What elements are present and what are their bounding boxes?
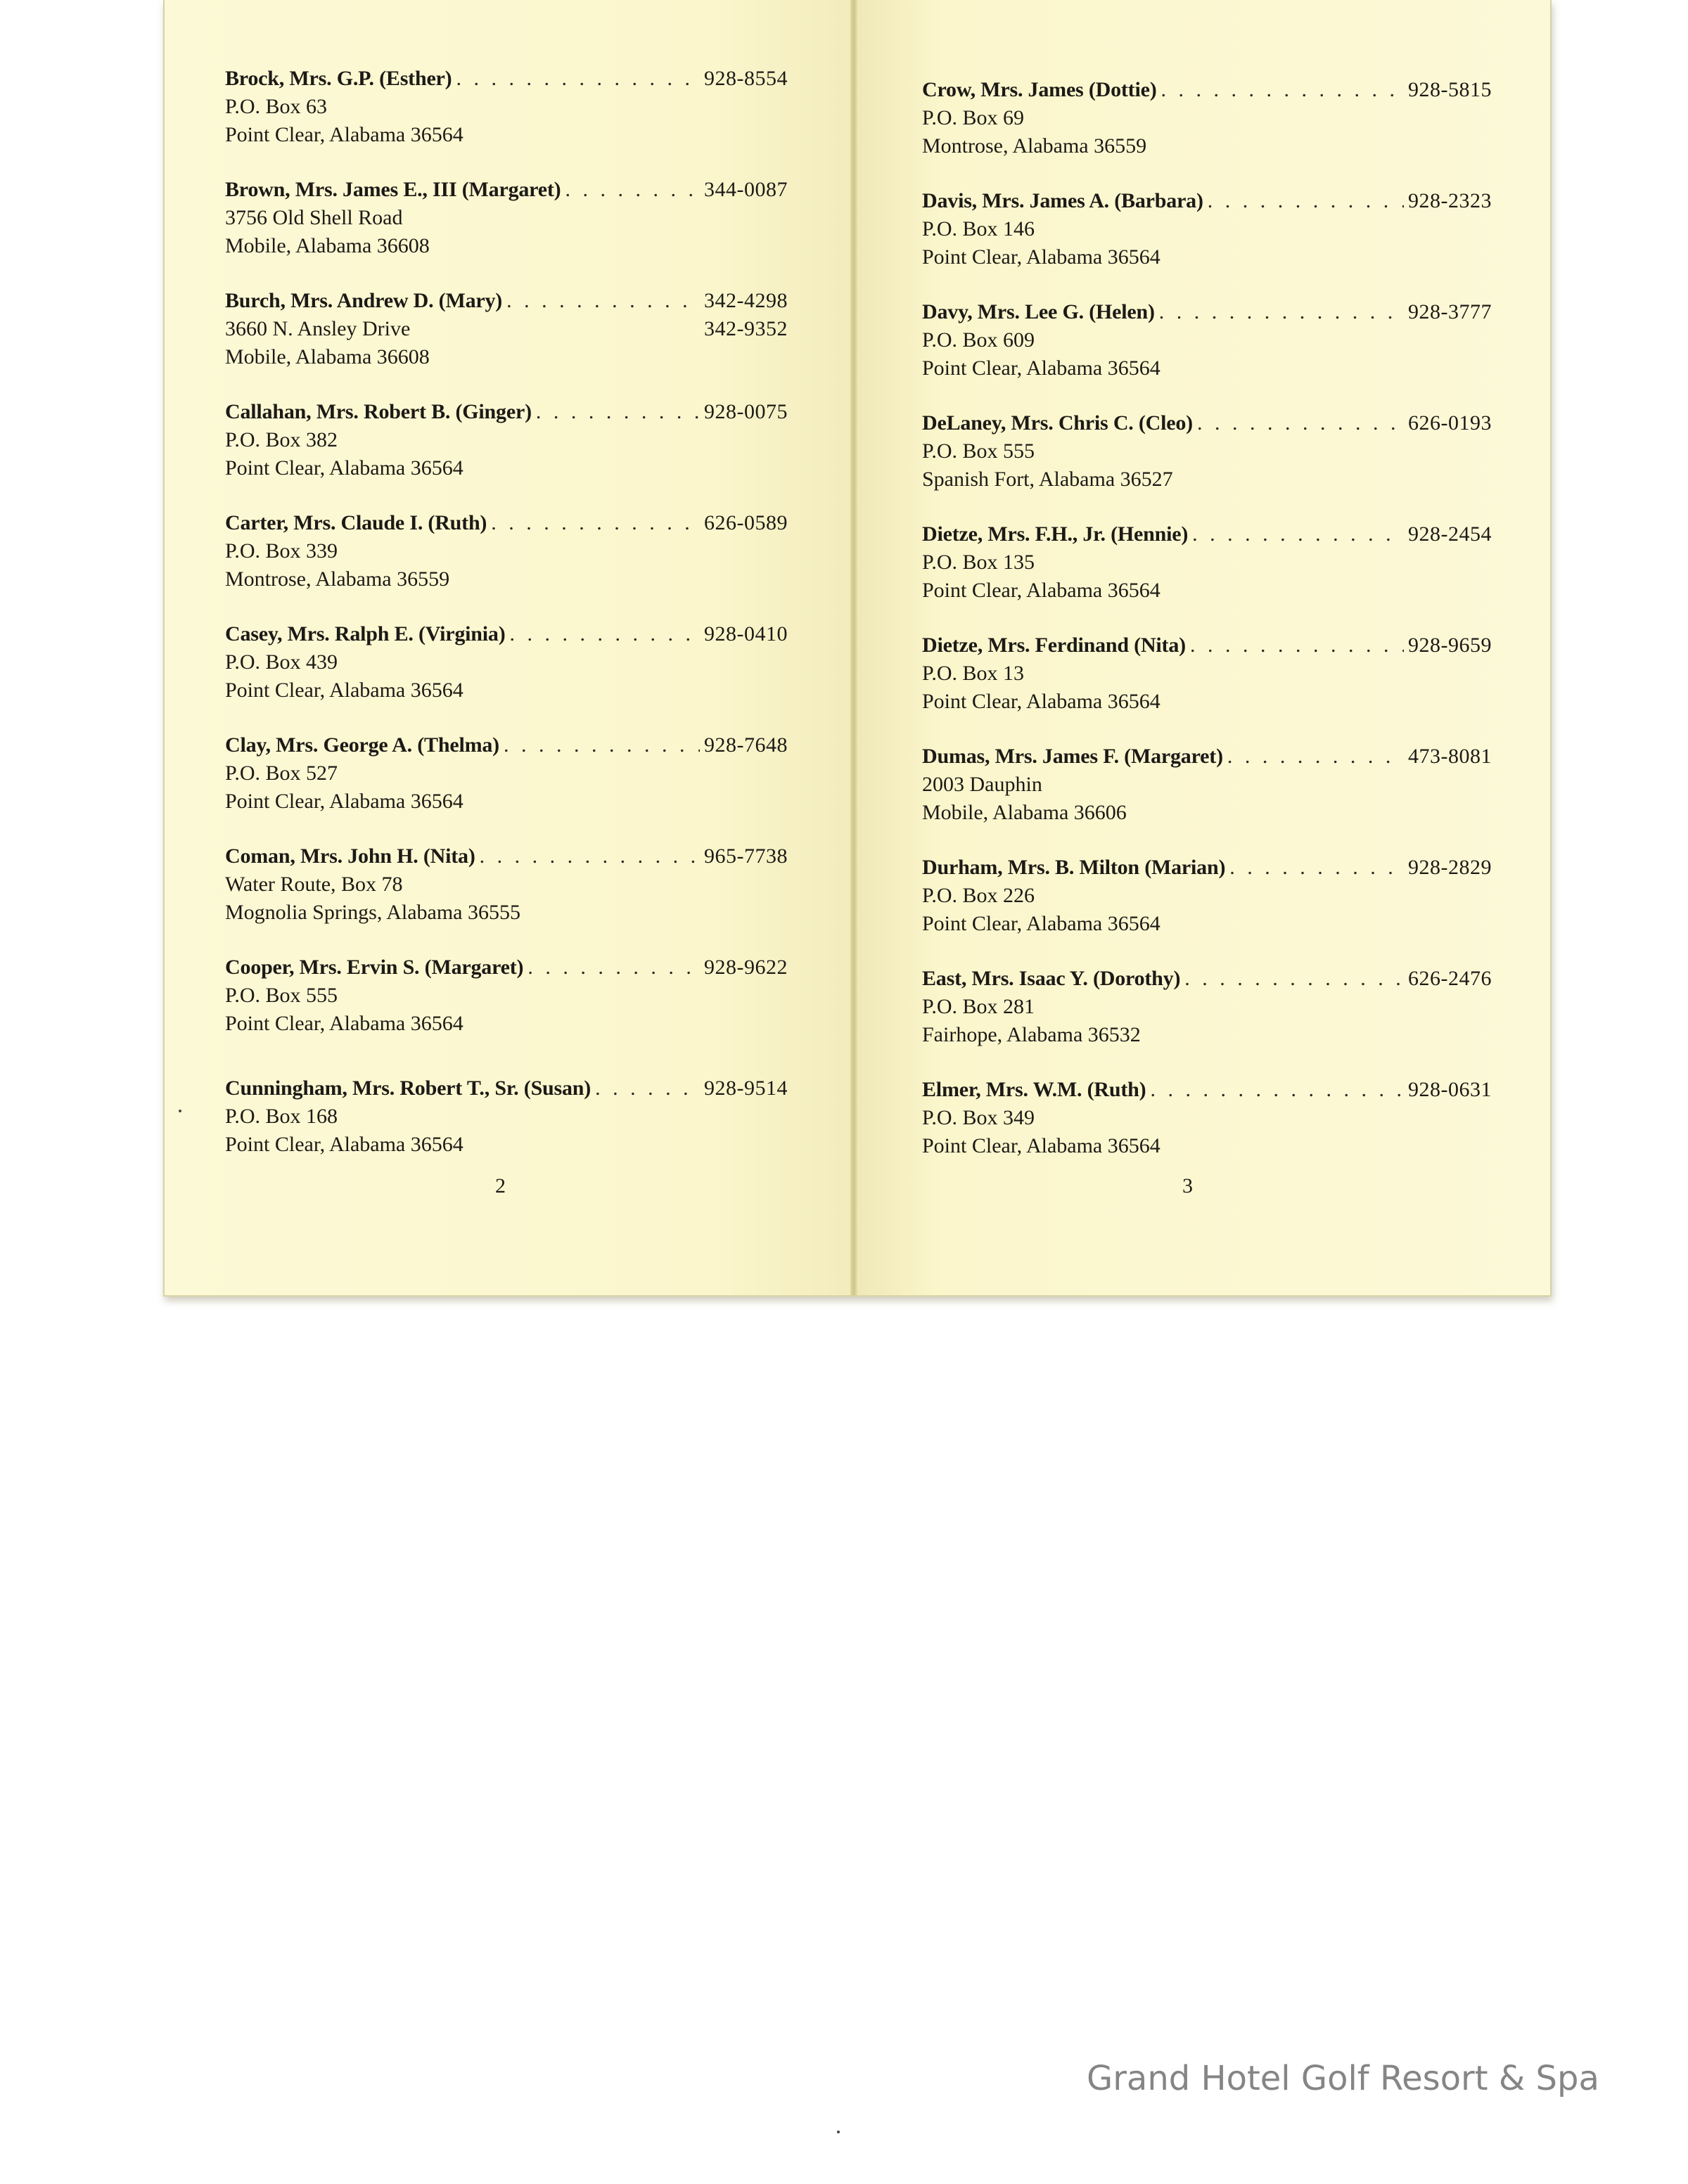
entry-address-line1: P.O. Box 226 [922,884,1035,907]
footer-brand: Grand Hotel Golf Resort & Spa [1087,2059,1599,2098]
directory-entry [922,187,1492,298]
entry-address-line2: Mobile, Alabama 36608 [225,234,430,257]
entry-address-line2: Point Clear, Alabama 36564 [922,912,1160,935]
entry-address-line1: P.O. Box 135 [922,551,1035,574]
dot-leader [1184,965,1404,993]
entry-name: Burch, Mrs. Andrew D. (Mary) [225,289,503,312]
entry-phone: 928-0075 [704,400,788,423]
entry-phone: 928-0631 [1408,1078,1492,1101]
entry-address-line1: P.O. Box 439 [225,650,338,674]
entry-address-line2: Point Clear, Alabama 36564 [225,123,463,146]
directory-entry [922,743,1492,854]
entry-name: Carter, Mrs. Claude I. (Ruth) [225,511,487,534]
entry-address-line2: Point Clear, Alabama 36564 [225,1012,463,1035]
right-entry-list [922,76,1492,1187]
page-number: 2 [495,1174,506,1197]
directory-entry [922,965,1492,1076]
dot-leader [480,842,700,871]
entry-address-line1: P.O. Box 555 [225,984,338,1007]
entry-phone: 965-7738 [704,844,788,868]
entry-address-line2: Point Clear, Alabama 36564 [225,679,463,702]
entry-phone: 344-0087 [704,178,788,201]
dot-leader [1192,520,1404,548]
entry-address-line1: P.O. Box 339 [225,539,338,563]
entry-name: Davy, Mrs. Lee G. (Helen) [922,300,1155,323]
entry-name: Brock, Mrs. G.P. (Esther) [225,67,452,90]
dot-leader [565,176,700,204]
entry-name: Brown, Mrs. James E., III (Margaret) [225,178,561,201]
scan-speck [837,2131,840,2133]
directory-entry [922,298,1492,409]
left-entry-list [225,65,788,1186]
entry-phone: 626-0589 [704,511,788,534]
dot-leader [1190,631,1404,660]
entry-phone: 928-9622 [704,956,788,979]
dot-leader [1208,187,1404,215]
entry-name: Casey, Mrs. Ralph E. (Virginia) [225,622,506,645]
entry-name: Cunningham, Mrs. Robert T., Sr. (Susan) [225,1077,592,1100]
directory-entry [922,854,1492,965]
directory-entry [225,65,788,176]
entry-address-line2: Point Clear, Alabama 36564 [225,790,463,813]
dot-leader [536,398,700,426]
entry-phone: 626-0193 [1408,411,1492,435]
entry-address-line2: Point Clear, Alabama 36564 [922,356,1160,380]
entry-name: East, Mrs. Isaac Y. (Dorothy) [922,967,1181,990]
entry-name: Durham, Mrs. B. Milton (Marian) [922,856,1226,879]
entry-address-line1: Water Route, Box 78 [225,873,403,896]
dot-leader [595,1074,700,1103]
entry-address-line2: Montrose, Alabama 36559 [225,567,450,591]
entry-address-line2: Mobile, Alabama 36608 [225,345,430,368]
entry-name: Clay, Mrs. George A. (Thelma) [225,733,499,757]
directory-entry [225,509,788,620]
dot-leader [491,509,700,537]
directory-entry [225,953,788,1074]
entry-phone-secondary: 342-9352 [704,317,788,340]
entry-address-line2: Point Clear, Alabama 36564 [922,579,1160,602]
directory-entry [922,1076,1492,1187]
entry-address-line1: 3660 N. Ansley Drive [225,317,411,340]
dot-leader [528,953,700,982]
entry-address-line1: P.O. Box 349 [922,1106,1035,1129]
entry-phone: 626-2476 [1408,967,1492,990]
dot-leader [1161,76,1404,104]
right-page [857,0,1550,1295]
dot-leader [1197,409,1404,437]
directory-entry [225,287,788,398]
entry-phone: 928-3777 [1408,300,1492,323]
entry-address-line2: Point Clear, Alabama 36564 [922,245,1160,269]
directory-entry [922,631,1492,743]
entry-name: Crow, Mrs. James (Dottie) [922,78,1157,101]
entry-address-line1: P.O. Box 13 [922,662,1025,685]
entry-address-line1: P.O. Box 609 [922,328,1035,352]
entry-name: Dumas, Mrs. James F. (Margaret) [922,745,1223,768]
dot-leader [1227,743,1404,771]
scan-speck [179,1110,181,1112]
entry-name: Dietze, Mrs. Ferdinand (Nita) [922,634,1186,657]
entry-address-line2: Mognolia Springs, Alabama 36555 [225,901,520,924]
entry-phone: 928-2323 [1408,189,1492,212]
dot-leader [456,65,700,93]
entry-address-line2: Point Clear, Alabama 36564 [922,690,1160,713]
entry-phone: 928-9659 [1408,634,1492,657]
directory-entry [922,520,1492,631]
dot-leader [1159,298,1404,326]
entry-name: Davis, Mrs. James A. (Barbara) [922,189,1203,212]
directory-entry [225,731,788,842]
entry-address-line2: Point Clear, Alabama 36564 [922,1134,1160,1157]
left-page [165,0,850,1295]
entry-name: DeLaney, Mrs. Chris C. (Cleo) [922,411,1193,435]
directory-booklet [163,0,1552,1297]
dot-leader [504,731,700,759]
dot-leader [510,620,700,648]
entry-phone: 928-5815 [1408,78,1492,101]
entry-name: Elmer, Mrs. W.M. (Ruth) [922,1078,1146,1101]
entry-name: Coman, Mrs. John H. (Nita) [225,844,475,868]
entry-address-line2: Mobile, Alabama 36606 [922,801,1127,824]
dot-leader [1150,1076,1404,1104]
entry-address-line2: Spanish Fort, Alabama 36527 [922,468,1173,491]
entry-address-line1: P.O. Box 146 [922,217,1035,240]
directory-entry [225,176,788,287]
entry-name: Dietze, Mrs. F.H., Jr. (Hennie) [922,522,1189,546]
entry-phone: 473-8081 [1408,745,1492,768]
directory-entry [225,398,788,509]
entry-name: Cooper, Mrs. Ervin S. (Margaret) [225,956,524,979]
directory-entry [225,1074,788,1186]
entry-address-line1: P.O. Box 555 [922,439,1035,463]
directory-entry [922,76,1492,187]
entry-phone: 928-7648 [704,733,788,757]
entry-name: Callahan, Mrs. Robert B. (Ginger) [225,400,532,423]
entry-phone: 928-9514 [704,1077,788,1100]
entry-address-line2: Point Clear, Alabama 36564 [225,456,463,480]
entry-address-line1: P.O. Box 69 [922,106,1025,129]
entry-address-line2: Montrose, Alabama 36559 [922,134,1147,158]
entry-address-line1: P.O. Box 63 [225,95,328,118]
dot-leader [506,287,700,315]
book-gutter [850,0,857,1295]
entry-address-line1: P.O. Box 281 [922,995,1035,1018]
directory-entry [225,842,788,953]
entry-address-line2: Point Clear, Alabama 36564 [225,1133,463,1156]
entry-address-line2: Fairhope, Alabama 36532 [922,1023,1141,1046]
dot-leader [1229,854,1404,882]
entry-phone: 928-2829 [1408,856,1492,879]
entry-phone: 928-2454 [1408,522,1492,546]
page-number: 3 [1182,1174,1193,1197]
entry-address-line1: 3756 Old Shell Road [225,206,403,229]
directory-entry [225,620,788,731]
directory-entry [922,409,1492,520]
entry-address-line1: P.O. Box 382 [225,428,338,451]
entry-address-line1: P.O. Box 527 [225,762,338,785]
entry-address-line1: 2003 Dauphin [922,773,1042,796]
entry-address-line1: P.O. Box 168 [225,1105,338,1128]
entry-phone: 342-4298 [704,289,788,312]
entry-phone: 928-8554 [704,67,788,90]
entry-phone: 928-0410 [704,622,788,645]
